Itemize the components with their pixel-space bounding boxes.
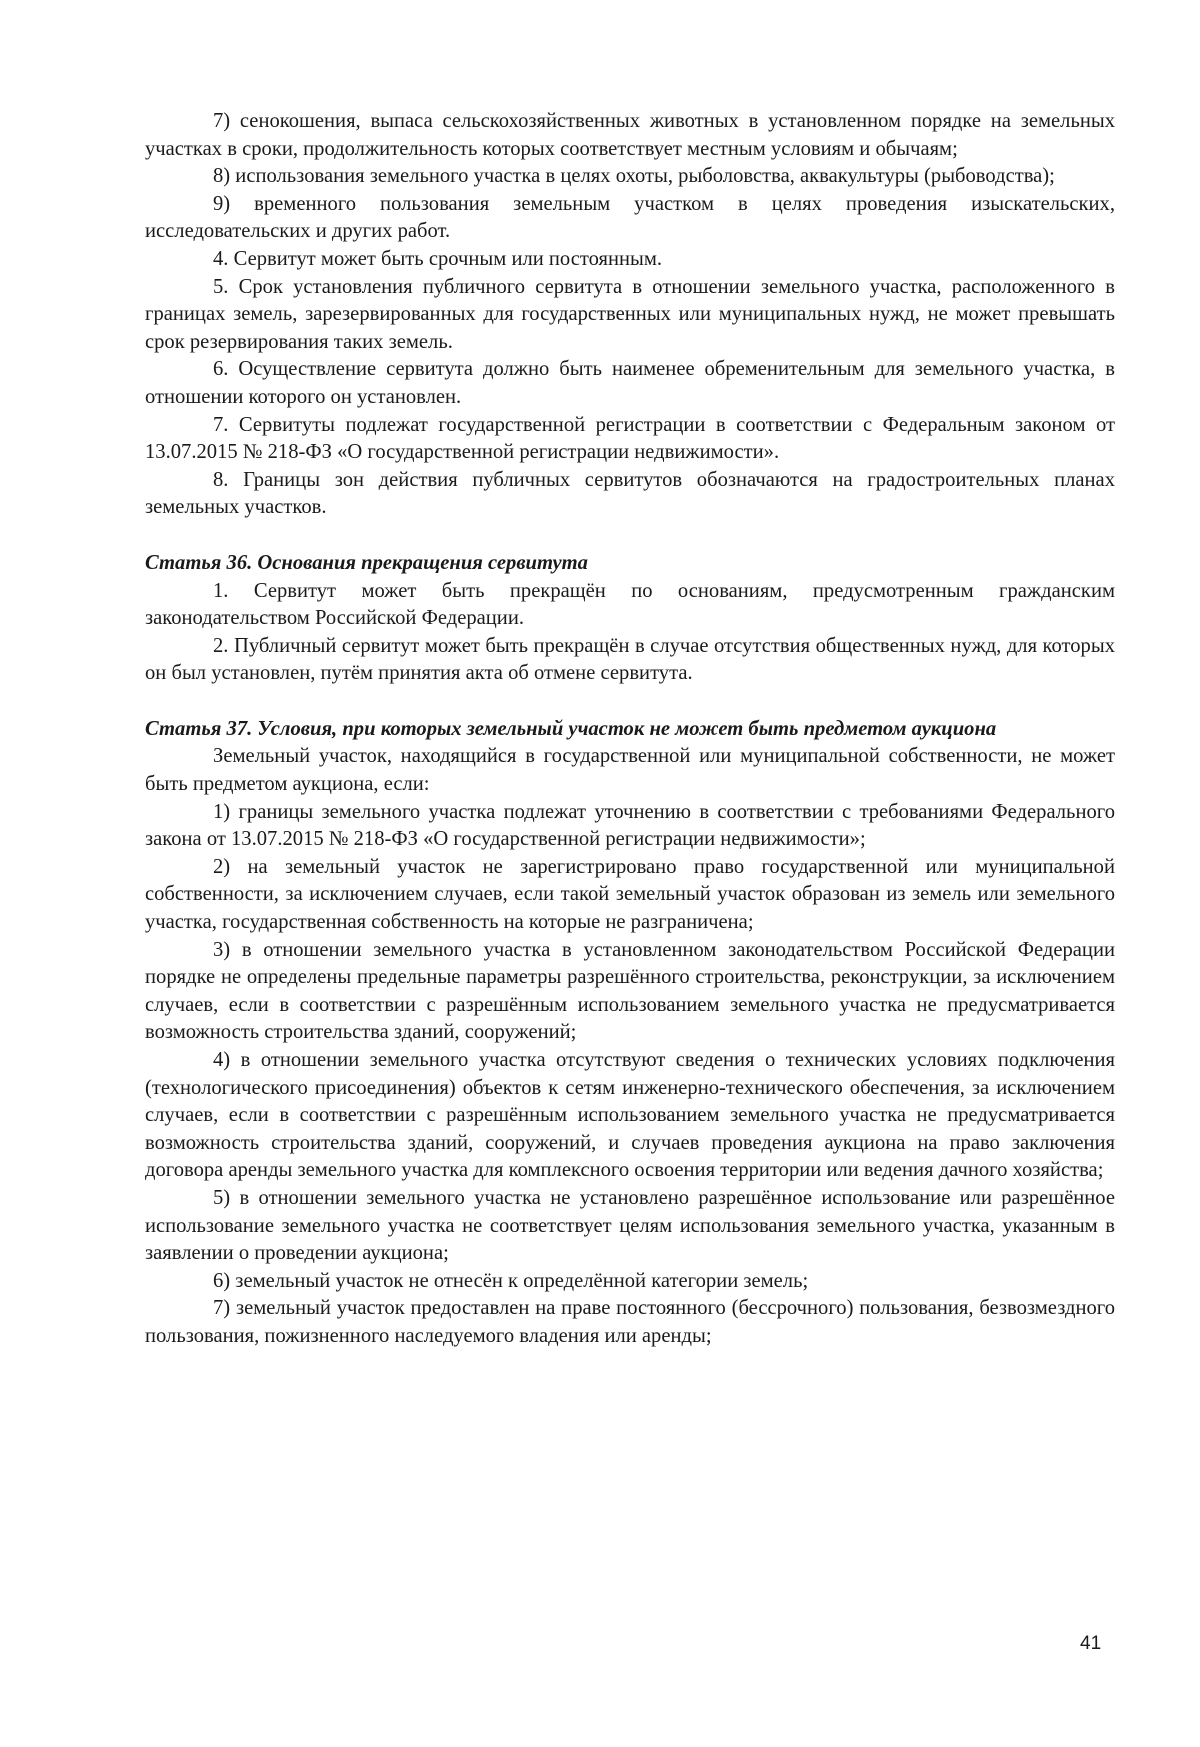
paragraph-item-9-survey: 9) временного пользования земельным участком в целях проведения изыскательских, исследовательских и других работ. — [145, 192, 1115, 243]
article-36-heading: Статья 36. Основания прекращения сервитута — [145, 551, 588, 574]
paragraph-item-7-haymaking: 7) сенокошения, выпаса сельскохозяйственных животных в установленном порядке на земельных участках в сроки, продолжительность которых соответствует местным условиям и обычаям; — [145, 110, 1115, 160]
paragraph-clause-7: 7. Сервитуты подлежат государственной регистрации в соответствии с Федеральным законом от 13.07.2015 № 218-ФЗ «О государственной регистрации недвижимости». — [145, 413, 1115, 464]
paragraph-clause-8: 8. Границы зон действия публичных сервитутов обозначаются на градостроительных планах земельных участков. — [145, 468, 1115, 519]
article-37-item-7: 7) земельный участок предоставлен на праве постоянного (бессрочного) пользования, безвозмездного пользования, пожизненного наследуемого владения или аренды; — [145, 1297, 1115, 1347]
paragraph-clause-6: 6. Осуществление сервитута должно быть наименее обременительным для земельного участка, в отношении которого он установлен. — [145, 358, 1115, 408]
article-37-item-3: 3) в отношении земельного участка в установленном законодательством Российской Федерации порядке не определены предельные параметры разрешённого строительства, реконструкции, за исключением случаев, если в соответствии с разрешённым использованием земельного участка не предусматривается возможность строительства зданий, сооружений; — [145, 938, 1115, 1044]
document-page — [145, 108, 1115, 1351]
paragraph-clause-5: 5. Срок установления публичного сервитута в отношении земельного участка, расположенного в границах земель, зарезервированных для государственных или муниципальных нужд, не может превышать срок резервирования таких земель. — [145, 275, 1115, 353]
article-36-paragraph-2: 2. Публичный сервитут может быть прекращён в случае отсутствия общественных нужд, для которых он был установлен, путём принятия акта об отмене сервитута. — [145, 634, 1115, 685]
paragraph-clause-4: 4. Сервитут может быть срочным или постоянным. — [213, 247, 663, 270]
article-37-item-2: 2) на земельный участок не зарегистрировано право государственной или муниципальной собственности, за исключением случаев, если такой земельный участок образован из земель или земельного участка, государственная собственность на которые не разграничена; — [145, 855, 1115, 934]
article-37-item-4: 4) в отношении земельного участка отсутствуют сведения о технических условиях подключения (технологического присоединения) объектов к сетям инженерно-технического обеспечения, за исключением случаев, если в соответствии с разрешённым использованием земельного участка не предусматривается возможность строительства зданий, сооружений, и случаев проведения аукциона на право заключения договора аренды земельного участка для комплексного освоения территории или ведения дачного хозяйства; — [145, 1049, 1115, 1182]
article-37-intro: Земельный участок, находящийся в государственной или муниципальной собственности, не может быть предметом аукциона, если: — [145, 745, 1115, 796]
paragraph-item-8-hunting: 8) использования земельного участка в целях охоты, рыболовства, аквакультуры (рыбоводства); — [213, 165, 1055, 188]
article-36-paragraph-1: 1. Сервитут может быть прекращён по основаниям, предусмотренным гражданским законодательством Российской Федерации. — [145, 579, 1115, 630]
article-37-item-5: 5) в отношении земельного участка не установлено разрешённое использование или разрешённое использование земельного участка не соответствует целям использования земельного участка, указанным в заявлении о проведении аукциона; — [145, 1186, 1115, 1265]
article-37-heading: Статья 37. Условия, при которых земельный участок не может быть предметом аукциона — [145, 717, 997, 740]
article-37-item-1: 1) границы земельного участка подлежат уточнению в соответствии с требованиями Федерального закона от 13.07.2015 № 218-ФЗ «О государственной регистрации недвижимости»; — [145, 800, 1115, 851]
article-37-item-6: 6) земельный участок не отнесён к определённой категории земель; — [213, 1269, 809, 1292]
page-number: 41 — [1080, 1633, 1102, 1654]
section-gap — [145, 522, 1115, 550]
section-gap — [145, 688, 1115, 716]
